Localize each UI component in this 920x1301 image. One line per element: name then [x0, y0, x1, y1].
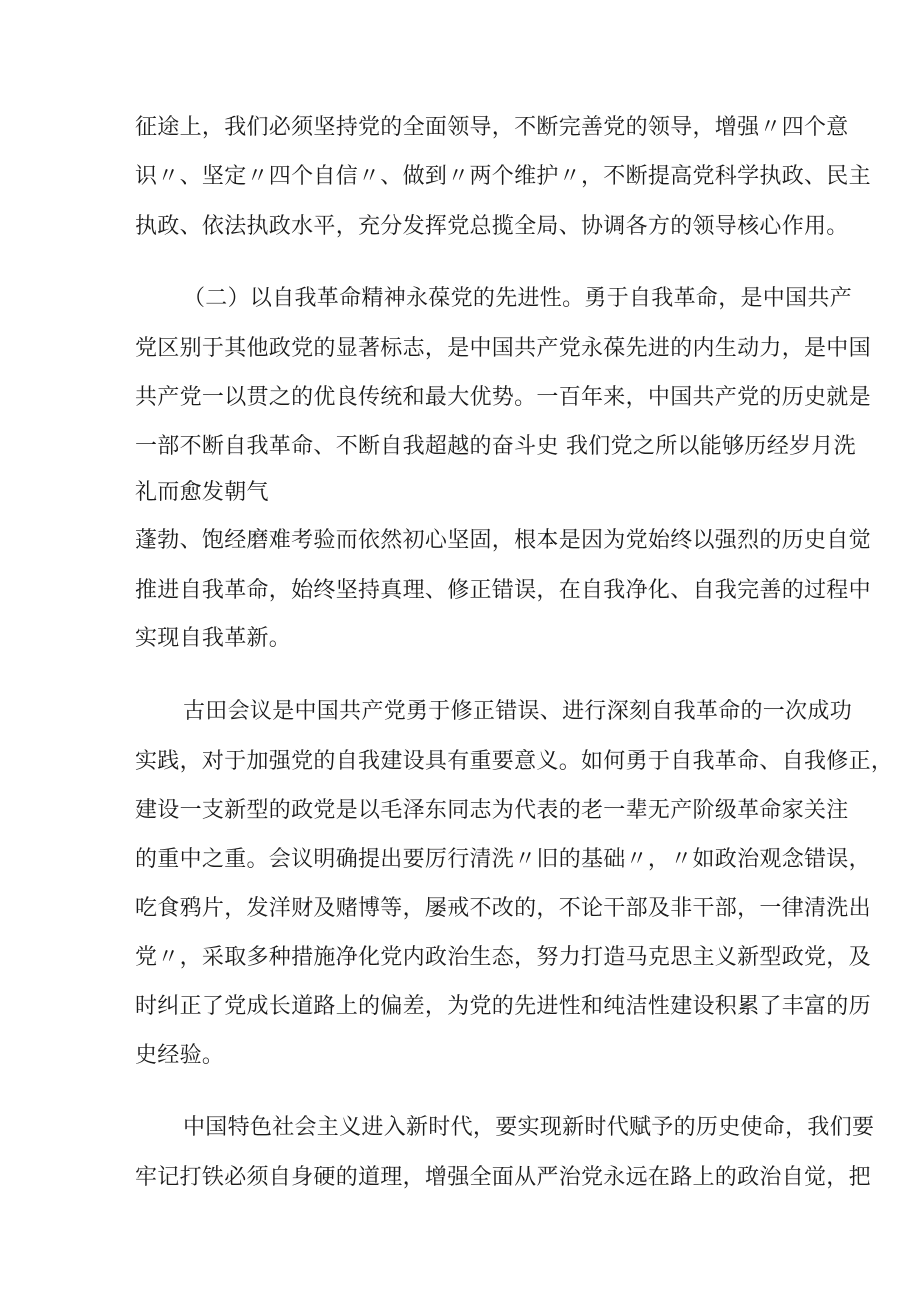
text-line: 牢记打铁必须自身硬的道理，增强全面从严治党永远在路上的政治自觉，把: [135, 1165, 871, 1190]
text-line: 吃食鸦片，发洋财及赌博等，屡戒不改的，不论干部及非干部，一律清洗出: [135, 896, 871, 921]
text-line: 史经验。: [135, 1043, 225, 1068]
text-line: 一部不断自我革命、不断自我超越的奋斗史 我们党之所以能够历经岁月洗: [135, 434, 856, 459]
paragraph-first-line: 中国特色社会主义进入新时代，要实现新时代赋予的历史使命，我们要: [183, 1115, 875, 1140]
text-line: 蓬勃、饱经磨难考验而依然初心坚固，根本是因为党始终以强烈的历史自觉: [135, 528, 871, 553]
text-line: 实践，对于加强党的自我建设具有重要意义。如何勇于自我革命、自我修正，: [135, 749, 894, 774]
text-line: 共产党一以贯之的优良传统和最大优势。一百年来，中国共产党的历史就是: [135, 385, 871, 410]
text-line: 党区别于其他政党的显著标志，是中国共产党永葆先进的内生动力，是中国: [135, 336, 871, 361]
text-line: 识〃、坚定〃四个自信〃、做到〃两个维护〃，不断提高党科学执政、民主: [135, 164, 871, 189]
text-line: 礼而愈发朝气: [135, 480, 269, 505]
text-line: 建设一支新型的政党是以毛泽东同志为代表的老一辈无产阶级革命家关注: [135, 798, 849, 823]
text-line: 时纠正了党成长道路上的偏差，为党的先进性和纯洁性建设积累了丰富的历: [135, 994, 871, 1019]
paragraph-first-line: 古田会议是中国共产党勇于修正错误、进行深刻自我革命的一次成功: [183, 699, 853, 724]
text-line: 执政、依法执政水平，充分发挥党总揽全局、协调各方的领导核心作用。: [135, 214, 849, 239]
section-heading-line: （二）以自我革命精神永葆党的先进性。勇于自我革命，是中国共产: [183, 286, 853, 311]
text-line: 实现自我革新。: [135, 626, 292, 651]
text-line: 的重中之重。会议明确提出要厉行清洗〃旧的基础〃，〃如政治观念错误，: [135, 847, 871, 872]
text-line: 征途上，我们必须坚持党的全面领导，不断完善党的领导，增强〃四个意: [135, 115, 849, 140]
text-line: 推进自我革命，始终坚持真理、修正错误，在自我净化、自我完善的过程中: [135, 578, 871, 603]
text-line: 党〃，采取多种措施净化党内政治生态，努力打造马克思主义新型政党，及: [135, 945, 871, 970]
